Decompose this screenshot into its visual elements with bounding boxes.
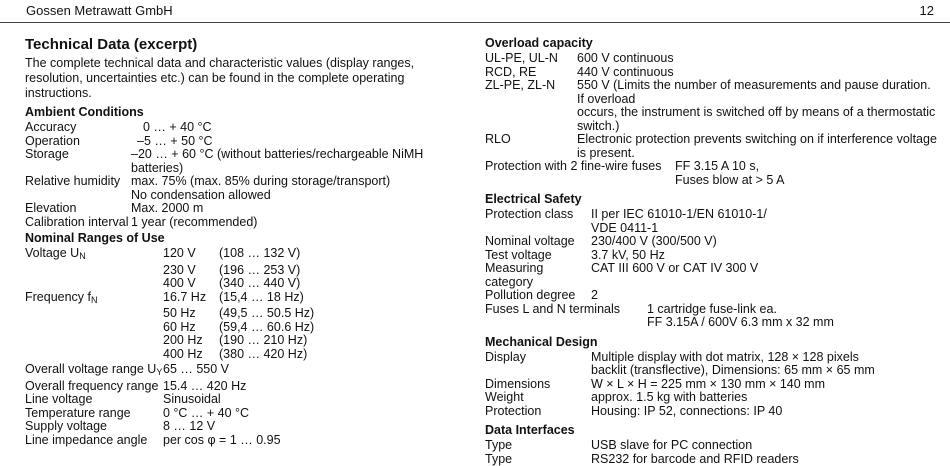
electrical-table (485, 208, 940, 330)
row-label: Protection (485, 405, 591, 419)
row-value: II per IEC 61010-1/EN 61010-1/ (591, 208, 940, 222)
table-row (485, 378, 940, 392)
row-label: Pollution degree (485, 289, 591, 303)
table-row (25, 291, 465, 308)
row-label: Display (485, 351, 591, 365)
row-range: (196 … 253 V) (219, 264, 300, 278)
row-value: Max. 2000 m (131, 202, 465, 216)
table-row (485, 160, 940, 174)
row-label (485, 364, 591, 378)
table-row (25, 202, 465, 216)
row-label (485, 106, 577, 133)
row-value: 400 V (163, 277, 219, 291)
row-value: max. 75% (max. 85% during storage/transport) (131, 175, 465, 189)
table-row (485, 303, 940, 317)
row-label: Overall frequency range (25, 380, 163, 394)
row-value: 1 year (recommended) (131, 216, 465, 230)
row-label: ZL-PE, ZL-N (485, 79, 577, 106)
mechanical-heading: Mechanical Design (485, 335, 940, 350)
row-label: RCD, RE (485, 66, 577, 80)
row-value: Housing: IP 52, connections: IP 40 (591, 405, 940, 419)
table-row (485, 174, 940, 188)
table-row (485, 52, 940, 66)
table-row (485, 79, 940, 106)
row-value: VDE 0411-1 (591, 222, 940, 236)
table-row (485, 439, 940, 453)
table-row (25, 216, 465, 230)
row-label: Type (485, 453, 591, 466)
row-label: Operation (25, 135, 131, 149)
page-number: 12 (920, 3, 934, 18)
table-row (25, 175, 465, 189)
row-label: Relative humidity (25, 175, 131, 189)
row-value: 16.7 Hz (163, 291, 219, 308)
row-value: 3.7 kV, 50 Hz (591, 249, 940, 263)
table-row (485, 405, 940, 419)
row-value: 15.4 … 420 Hz (163, 380, 465, 394)
table-row (485, 106, 940, 133)
row-label: Weight (485, 391, 591, 405)
table-row (485, 351, 940, 365)
row-value: 230 V (163, 264, 219, 278)
section-title: Technical Data (excerpt) (25, 36, 465, 53)
row-value: USB slave for PC connection (591, 439, 940, 453)
interfaces-table (485, 439, 940, 466)
table-row (25, 189, 465, 203)
table-row (25, 277, 465, 291)
row-value: per cos φ = 1 … 0.95 (163, 434, 465, 448)
row-value: occurs, the instrument is switched off by means of a thermostatic switch.) (577, 106, 940, 133)
row-label: UL-PE, UL-N (485, 52, 577, 66)
row-range: (380 … 420 Hz) (219, 348, 307, 362)
table-row (485, 66, 940, 80)
row-value: 60 Hz (163, 321, 219, 335)
frequency-label: Frequency $f_N$ (25, 291, 163, 308)
table-row (25, 247, 465, 264)
row-label: Elevation (25, 202, 131, 216)
header-rule (0, 22, 950, 23)
table-row (485, 249, 940, 263)
row-label: Accuracy (25, 121, 131, 135)
table-row (25, 363, 465, 380)
row-label: Nominal voltage (485, 235, 591, 249)
table-row (25, 135, 465, 149)
row-label: RLO (485, 133, 577, 160)
table-row (25, 393, 465, 407)
row-label: Line voltage (25, 393, 163, 407)
row-label: Type (485, 439, 591, 453)
row-range: (108 … 132 V) (219, 247, 300, 264)
table-row (485, 222, 940, 236)
table-row (485, 453, 940, 466)
ambient-heading: Ambient Conditions (25, 105, 465, 120)
row-value: 2 (591, 289, 940, 303)
company-name: Gossen Metrawatt GmbH (26, 3, 173, 18)
row-value: 400 Hz (163, 348, 219, 362)
table-row (485, 262, 940, 289)
intro-text: The complete technical data and characteristic values (display ranges, resolution, uncertainties etc.) can be found in the complete operating instructions. (25, 56, 465, 101)
row-label: Storage (25, 148, 131, 175)
right-column (485, 36, 940, 466)
row-value: Sinusoidal (163, 393, 465, 407)
row-value: FF 3.15 A 10 s, (675, 160, 940, 174)
overload-table (485, 52, 940, 187)
row-value: 1 cartridge fuse-link ea. (647, 303, 940, 317)
row-value: 65 … 550 V (163, 363, 465, 380)
table-row (25, 307, 465, 321)
row-value: CAT III 600 V or CAT IV 300 V (591, 262, 940, 289)
row-label: Protection class (485, 208, 591, 222)
row-value: Electronic protection prevents switching on if interference voltage is present. (577, 133, 940, 160)
row-value: approx. 1.5 kg with batteries (591, 391, 940, 405)
table-row (25, 121, 465, 135)
row-value: W × L × H = 225 mm × 130 mm × 140 mm (591, 378, 940, 392)
overload-heading: Overload capacity (485, 36, 940, 51)
row-value: –20 … + 60 °C (without batteries/rechargeable NiMH batteries) (131, 148, 465, 175)
row-label: Dimensions (485, 378, 591, 392)
table-row (25, 434, 465, 448)
row-value: 440 V continuous (577, 66, 940, 80)
table-row (485, 289, 940, 303)
nominal-heading: Nominal Ranges of Use (25, 231, 465, 246)
row-value: Fuses blow at > 5 A (675, 174, 940, 188)
row-value: 50 Hz (163, 307, 219, 321)
row-label: Fuses L and N terminals (485, 303, 647, 317)
table-row (25, 321, 465, 335)
row-range: (15,4 … 18 Hz) (219, 291, 304, 308)
row-label: Protection with 2 fine-wire fuses (485, 160, 675, 174)
row-range: (59,4 … 60.6 Hz) (219, 321, 314, 335)
row-value: 0 … + 40 °C (131, 121, 465, 135)
overall-voltage-label: Overall voltage range $U_Y$ (25, 363, 163, 380)
row-value: 200 Hz (163, 334, 219, 348)
row-label: Line impedance angle (25, 434, 163, 448)
page-header (0, 0, 950, 22)
row-label: Supply voltage (25, 420, 163, 434)
table-row (485, 235, 940, 249)
row-label: Calibration interval (25, 216, 131, 230)
row-value: RS232 for barcode and RFID readers (591, 453, 940, 466)
row-value: 0 °C … + 40 °C (163, 407, 465, 421)
table-row (485, 316, 940, 330)
row-label: Test voltage (485, 249, 591, 263)
table-row (485, 364, 940, 378)
row-label: Temperature range (25, 407, 163, 421)
left-column (25, 36, 465, 447)
row-label (485, 222, 591, 236)
row-label (25, 189, 131, 203)
table-row (485, 208, 940, 222)
row-value: 8 … 12 V (163, 420, 465, 434)
table-row (25, 380, 465, 394)
row-value: Multiple display with dot matrix, 128 × 128 pixels (591, 351, 940, 365)
table-row (25, 348, 465, 362)
row-value: 230/400 V (300/500 V) (591, 235, 940, 249)
table-row (25, 264, 465, 278)
row-value: FF 3.15A / 600V 6.3 mm x 32 mm (647, 316, 940, 330)
row-range: (340 … 440 V) (219, 277, 300, 291)
row-label: Measuring category (485, 262, 591, 289)
table-row (25, 407, 465, 421)
row-range: (49,5 … 50.5 Hz) (219, 307, 314, 321)
voltage-label: Voltage $U_N$ (25, 247, 163, 264)
table-row (25, 148, 465, 175)
row-range: (190 … 210 Hz) (219, 334, 307, 348)
row-value: 600 V continuous (577, 52, 940, 66)
row-value: –5 … + 50 °C (131, 135, 465, 149)
row-value: 550 V (Limits the number of measurements and pause duration. If overload (577, 79, 940, 106)
electrical-heading: Electrical Safety (485, 192, 940, 207)
table-row (25, 420, 465, 434)
table-row (485, 391, 940, 405)
nominal-table (25, 247, 465, 447)
row-value: No condensation allowed (131, 189, 465, 203)
row-value: 120 V (163, 247, 219, 264)
interfaces-heading: Data Interfaces (485, 423, 940, 438)
mechanical-table (485, 351, 940, 419)
ambient-table (25, 121, 465, 229)
row-value: backlit (transflective), Dimensions: 65 mm × 65 mm (591, 364, 940, 378)
table-row (25, 334, 465, 348)
table-row (485, 133, 940, 160)
